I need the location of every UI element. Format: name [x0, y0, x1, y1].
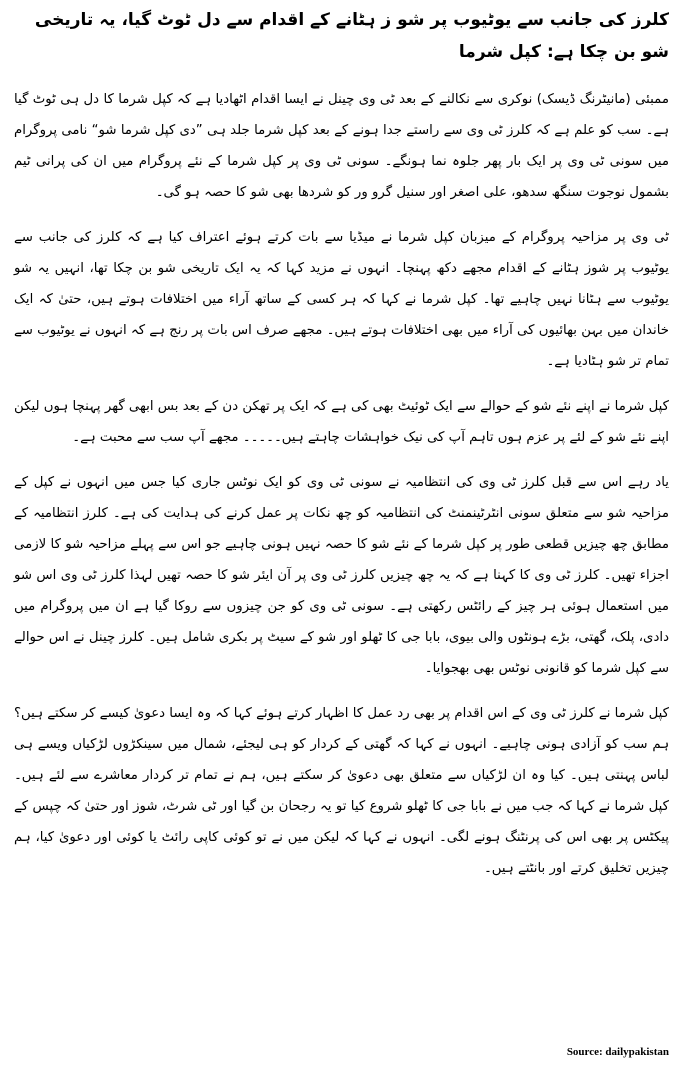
article-paragraph-2: ٹی وی پر مزاحیہ پروگرام کے میزبان کپل شرما نے میڈیا سے بات کرتے ہوئے اعتراف کیا ہے کہ کلرز کی جانب سے یوٹیوب پر شوز ہٹانے کے اقدام مجھے دکھ پہنچا۔ انہوں نے مزید کہا کہ یہ ایک تاریخی شو بن چکا تھا، انہیں یہ شو یوٹیوب سے ہٹانا نہیں چاہیے تھا۔ کپل شرما نے کہا کہ ہر کسی کے ساتھ آراء میں اختلافات ہوتے ہیں، حتیٰ کہ ایک خاندان میں بہن بھائیوں کی آراء میں بھی اختلافات ہوتے ہیں۔ مجھے صرف اس بات پر رنج ہے کہ انہوں نے یوٹیوب سے تمام تر شو ہٹادیا ہے۔ [14, 230, 669, 369]
article-paragraph-5: کپل شرما نے کلرز ٹی وی کے اس اقدام پر بھی رد عمل کا اظہار کرتے ہوئے کہا کہ وہ ایسا دعویٰ کیسے کر سکتے ہیں؟ ہم سب کو آزادی ہونی چاہیے۔ انہوں نے کہا کہ گھتی کے کردار کو ہی لیجئے، شمال میں سینکڑوں لڑکیاں ویسے ہی لباس پہنتی ہیں۔ کیا وہ ان لڑکیاں سے متعلق بھی دعویٰ کر سکتے ہیں، ہم نے تمام تر کردار معاشرے سے لئے ہیں۔ کپل شرما نے کہا کہ جب میں نے بابا جی کا ٹھلو شروع کیا تو یہ رجحان بن گیا اور ٹی شرٹ، شوز اور حتیٰ کہ چپس کے پیکٹس پر بھی اس کی پرنٹنگ ہونے لگی۔ انہوں نے کہا کہ لیکن میں نے تو کوئی کاپی رائٹ یا کوئی اور دعویٰ کیا، ہم چیزیں تخلیق کرتے اور بانٹتے ہیں۔ [14, 706, 669, 876]
article-paragraph-1: ممبئی (مانیٹرنگ ڈیسک) نوکری سے نکالنے کے بعد ٹی وی چینل نے ایسا اقدام اٹھادیا ہے کہ کپل شرما کا دل ہی ٹوٹ گیا ہے۔ سب کو علم ہے کہ کلرز ٹی وی سے راستے جدا ہونے کے بعد کپل شرما جلد ہی ”دی کپل شرما شو“ نامی پروگرام میں سونی ٹی وی پر ایک بار پھر جلوہ نما ہونگے۔ سونی ٹی وی پر کپل شرما کے نئے پروگرام میں ان کی پرانی ٹیم بشمول نوجوت سنگھ سدھو، علی اصغر اور سنیل گرو ور کو شردھا بھی شو کا حصہ ہو گی۔ [14, 92, 669, 200]
article-paragraph-3: کپل شرما نے اپنے نئے شو کے حوالے سے ایک ٹوئیٹ بھی کی ہے کہ ایک پر تھکن دن کے بعد بس ابھی گھر پہنچا ہوں لیکن اپنے نئے شو کے لئے پر عزم ہوں تاہم آپ کی نیک خواہشات چاہتے ہیں۔۔۔۔۔ مجھے آپ سب سے محبت ہے۔ [14, 399, 669, 445]
article-headline: کلرز کی جانب سے یوٹیوب پر شو ز ہٹانے کے اقدام سے دل ٹوٹ گیا، یہ تاریخی شو بن چکا ہے: کپل شرما [34, 10, 669, 62]
article-paragraph-4: یاد رہے اس سے قبل کلرز ٹی وی کی انتظامیہ نے سونی ٹی وی کو ایک نوٹس جاری کیا جس میں انہوں نے کپل کے مزاحیہ شو سے متعلق سونی انٹرٹینمنٹ کی انتظامیہ کو چھ نکات پر عمل کرنے کی ہدایت کی ہے۔ کلرز انتظامیہ کے مطابق چھ چیزیں قطعی طور پر کپل شرما کے نئے شو کا حصہ نہیں ہونی چاہیے جو اس سے پہلے مزاحیہ شو کا لازمی اجزاء تھیں۔ کلرز ٹی وی کا کہنا ہے کہ یہ چھ چیزیں کلرز ٹی وی پر آن ایئر شو کا حصہ تھیں لہذا کلرز ٹی وی اس شو میں استعمال ہوئی ہر چیز کے رائٹس رکھتی ہے۔ سونی ٹی وی کو جن چیزوں سے روکا گیا ہے ان میں پروگرام میں دادی، پلک، گھتی، بڑے ہونٹوں والی بیوی، بابا جی کا ٹھلو اور شو کے سیٹ پر بکری شامل ہیں۔ کلرز چینل نے اس حوالے سے کپل شرما کو قانونی نوٹس بھی بھجوایا۔ [14, 475, 669, 676]
article [14, 4, 669, 898]
source-credit: Source: dailypakistan [566, 1046, 669, 1058]
